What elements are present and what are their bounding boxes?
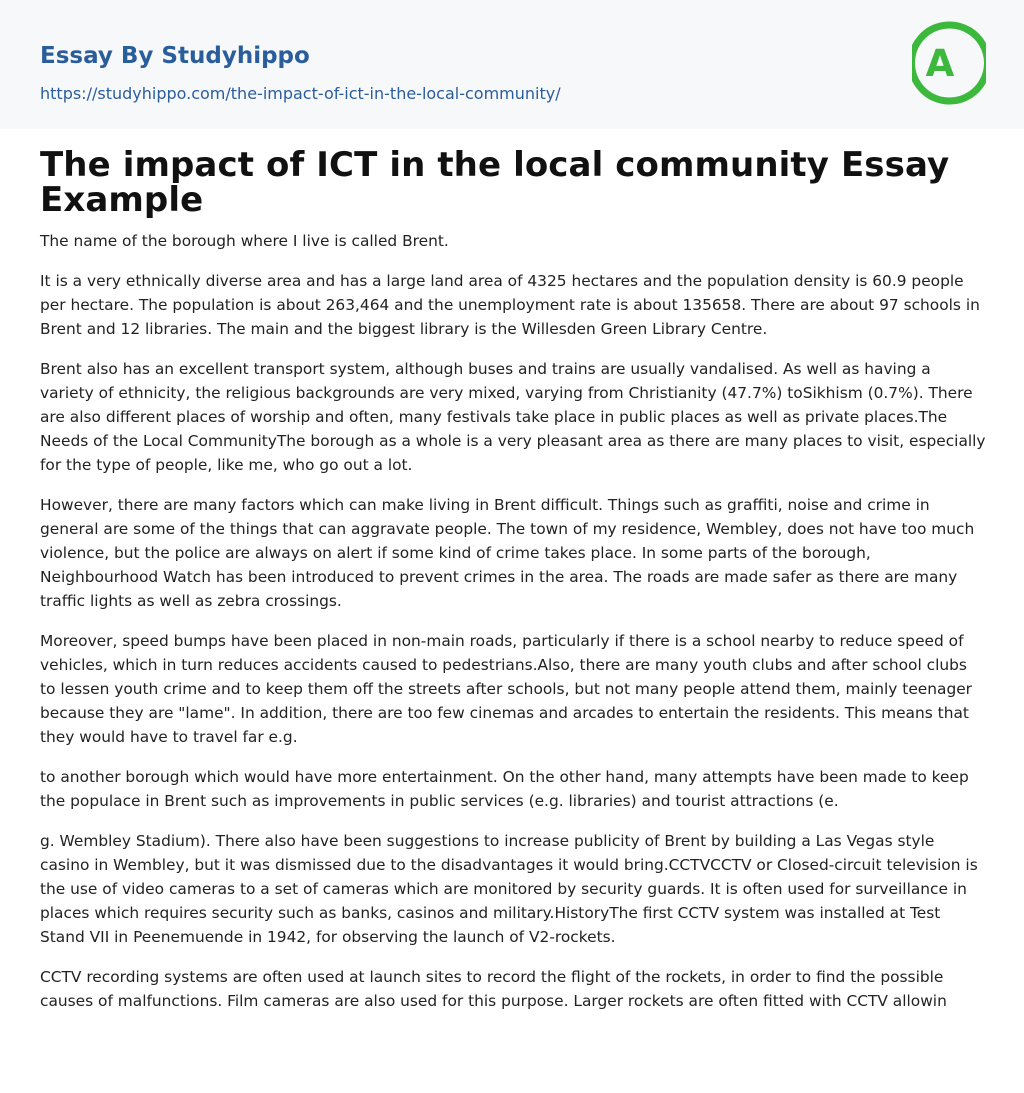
essay-content	[40, 145, 986, 1013]
logo-letter: A	[925, 42, 955, 85]
brand-title: Essay By Studyhippo	[40, 43, 310, 69]
essay-paragraph: CCTV recording systems are often used at launch sites to record the flight of the rockets, in order to find the possible causes of malfunctions. Film cameras are also used for this purpose. Larger rockets are often fitted with CCTV allowin	[40, 968, 947, 1010]
essay-paragraph: to another borough which would have more entertainment. On the other hand, many attempts have been made to keep the populace in Brent such as improvements in public services (e.g. libraries) and tourist attractions (e.	[40, 768, 969, 810]
site-header	[0, 0, 1024, 129]
essay-paragraph: However, there are many factors which can make living in Brent difficult. Things such as graffiti, noise and crime in general are some of the things that can aggravate people. The town of my residence, Wembley, does not have too much violence, but the police are always on alert if some kind of crime takes place. In some parts of the borough, Neighbourhood Watch has been introduced to prevent crimes in the area. The roads are made safer as there are many traffic lights as well as zebra crossings.	[40, 496, 975, 610]
essay-paragraph: Moreover, speed bumps have been placed in non-main roads, particularly if there is a school nearby to reduce speed of vehicles, which in turn reduces accidents caused to pedestrians.Also, there are many youth clubs and after school clubs to lessen youth crime and to keep them off the streets after schools, but not many people attend them, mainly teenager because they are "lame". In addition, there are too few cinemas and arcades to entertain the residents. This means that they would have to travel far e.g.	[40, 632, 973, 746]
essay-paragraph: g. Wembley Stadium). There also have been suggestions to increase publicity of Brent by building a Las Vegas style casino in Wembley, but it was dismissed due to the disadvantages it would bring.CCTVCCTV or Closed-circuit television is the use of video cameras to a set of cameras which are monitored by security guards. It is often used for surveillance in places which requires security such as banks, casinos and military.HistoryThe first CCTV system was installed at Test Stand VII in Peenemuende in 1942, for observing the launch of V2-rockets.	[40, 832, 978, 946]
essay-paragraph: It is a very ethnically diverse area and has a large land area of 4325 hectares and the population density is 60.9 people per hectare. The population is about 263,464 and the unemployment rate is about 135658. There are about 97 schools in Brent and 12 libraries. The main and the biggest library is the Willesden Green Library Centre.	[40, 272, 980, 338]
essay-title: The impact of ICT in the local community Essay Example	[40, 145, 950, 220]
studyhippo-logo-icon	[912, 19, 986, 107]
essay-paragraph: The name of the borough where I live is called Brent.	[40, 232, 449, 250]
essay-paragraph: Brent also has an excellent transport system, although buses and trains are usually vandalised. As well as having a variety of ethnicity, the religious backgrounds are very mixed, varying from Christianity (47.7%) toSikhism (0.7%). There are also different places of worship and often, many festivals take place in public places as well as private places.The Needs of the Local CommunityThe borough as a whole is a very pleasant area as there are many places to visit, especially for the type of people, like me, who go out a lot.	[40, 360, 986, 474]
essay-url-link[interactable]: https://studyhippo.com/the-impact-of-ict-in-the-local-community/	[40, 84, 561, 103]
